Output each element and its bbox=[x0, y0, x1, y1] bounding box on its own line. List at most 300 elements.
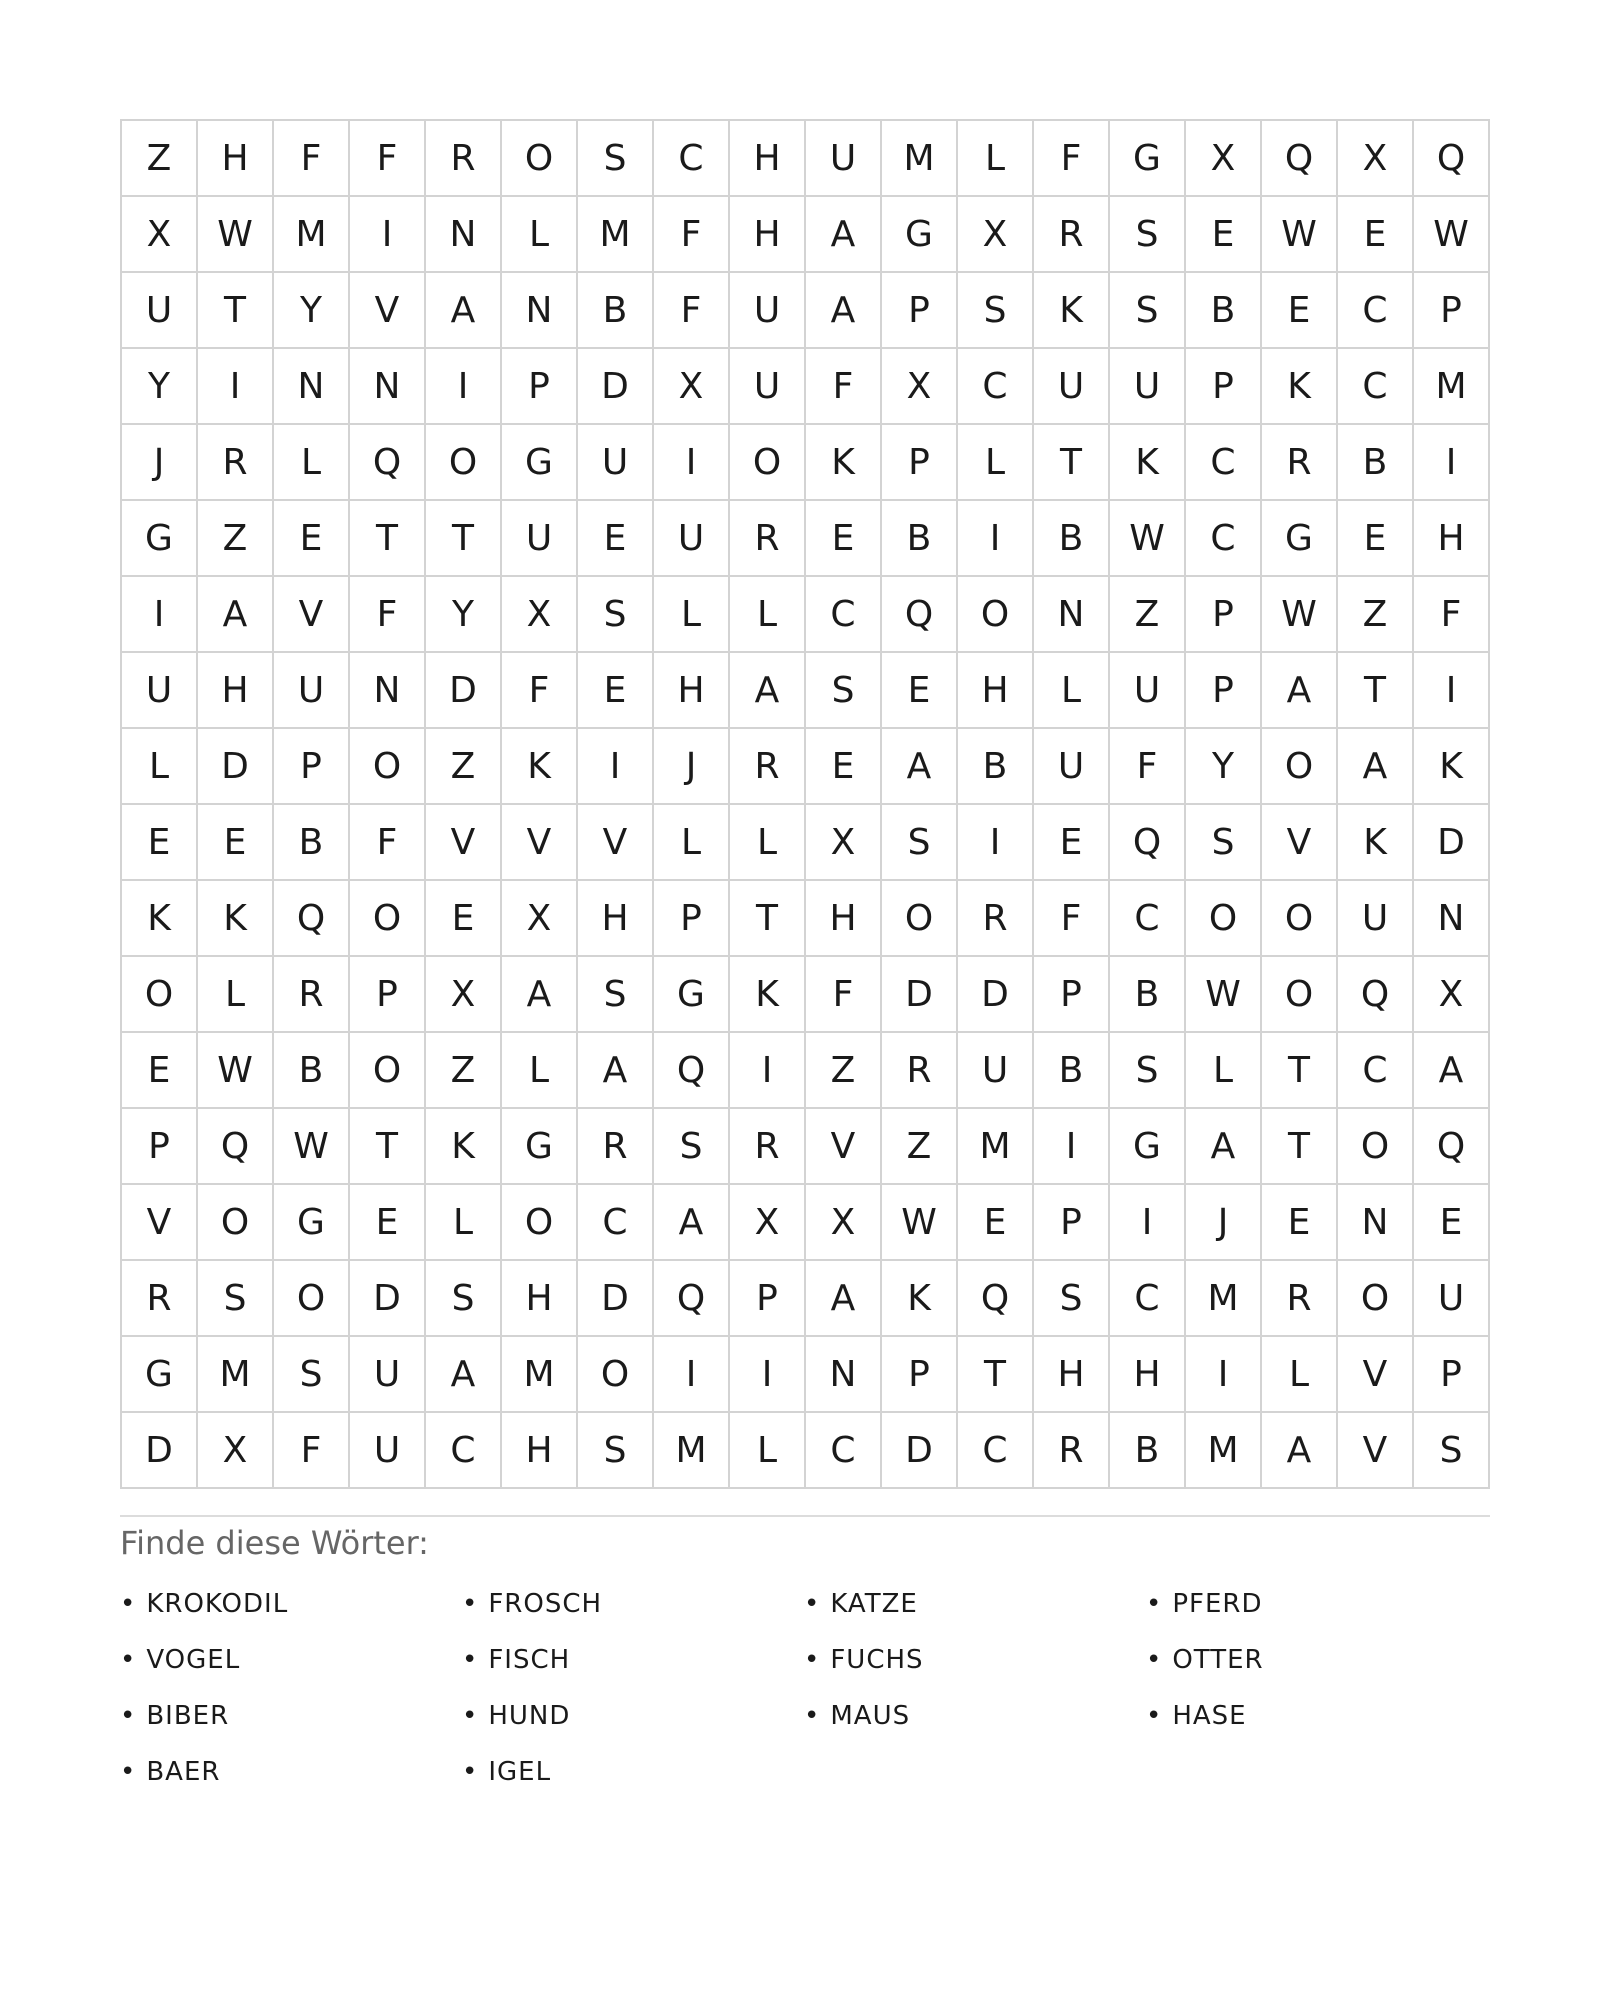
grid-cell[interactable]: E bbox=[578, 501, 654, 577]
grid-cell[interactable]: R bbox=[578, 1109, 654, 1185]
grid-cell[interactable]: H bbox=[730, 197, 806, 273]
grid-cell[interactable]: W bbox=[882, 1185, 958, 1261]
grid-cell[interactable]: U bbox=[122, 653, 198, 729]
grid-cell[interactable]: L bbox=[426, 1185, 502, 1261]
grid-cell[interactable]: D bbox=[426, 653, 502, 729]
grid-cell[interactable]: S bbox=[1110, 273, 1186, 349]
grid-cell[interactable]: P bbox=[654, 881, 730, 957]
grid-cell[interactable]: P bbox=[1414, 1337, 1490, 1413]
grid-cell[interactable]: I bbox=[654, 425, 730, 501]
grid-cell[interactable]: T bbox=[350, 501, 426, 577]
grid-cell[interactable]: S bbox=[1186, 805, 1262, 881]
grid-cell[interactable]: R bbox=[1262, 1261, 1338, 1337]
grid-cell[interactable]: O bbox=[198, 1185, 274, 1261]
grid-cell[interactable]: F bbox=[1110, 729, 1186, 805]
grid-cell[interactable]: O bbox=[958, 577, 1034, 653]
grid-cell[interactable]: U bbox=[958, 1033, 1034, 1109]
grid-cell[interactable]: E bbox=[198, 805, 274, 881]
grid-cell[interactable]: O bbox=[1338, 1109, 1414, 1185]
grid-cell[interactable]: H bbox=[1034, 1337, 1110, 1413]
grid-cell[interactable]: T bbox=[1262, 1109, 1338, 1185]
grid-cell[interactable]: L bbox=[958, 425, 1034, 501]
grid-cell[interactable]: E bbox=[1338, 501, 1414, 577]
grid-cell[interactable]: C bbox=[578, 1185, 654, 1261]
grid-cell[interactable]: W bbox=[1110, 501, 1186, 577]
grid-cell[interactable]: A bbox=[730, 653, 806, 729]
grid-cell[interactable]: H bbox=[578, 881, 654, 957]
grid-cell[interactable]: O bbox=[502, 121, 578, 197]
grid-cell[interactable]: P bbox=[882, 1337, 958, 1413]
grid-cell[interactable]: H bbox=[1110, 1337, 1186, 1413]
grid-cell[interactable]: I bbox=[1414, 653, 1490, 729]
grid-cell[interactable]: F bbox=[654, 197, 730, 273]
grid-cell[interactable]: U bbox=[730, 349, 806, 425]
grid-cell[interactable]: E bbox=[806, 729, 882, 805]
grid-cell[interactable]: F bbox=[654, 273, 730, 349]
grid-cell[interactable]: A bbox=[426, 1337, 502, 1413]
grid-cell[interactable]: I bbox=[730, 1337, 806, 1413]
grid-cell[interactable]: L bbox=[122, 729, 198, 805]
grid-cell[interactable]: V bbox=[1338, 1337, 1414, 1413]
grid-cell[interactable]: C bbox=[806, 1413, 882, 1489]
grid-cell[interactable]: J bbox=[122, 425, 198, 501]
grid-cell[interactable]: U bbox=[1034, 349, 1110, 425]
grid-cell[interactable]: A bbox=[654, 1185, 730, 1261]
grid-cell[interactable]: O bbox=[578, 1337, 654, 1413]
grid-cell[interactable]: O bbox=[1262, 957, 1338, 1033]
grid-cell[interactable]: W bbox=[1262, 577, 1338, 653]
grid-cell[interactable]: A bbox=[806, 273, 882, 349]
grid-cell[interactable]: B bbox=[958, 729, 1034, 805]
grid-cell[interactable]: P bbox=[1186, 349, 1262, 425]
grid-cell[interactable]: B bbox=[274, 1033, 350, 1109]
grid-cell[interactable]: B bbox=[274, 805, 350, 881]
grid-cell[interactable]: P bbox=[1186, 577, 1262, 653]
grid-cell[interactable]: X bbox=[1338, 121, 1414, 197]
grid-cell[interactable]: D bbox=[578, 1261, 654, 1337]
grid-cell[interactable]: Z bbox=[882, 1109, 958, 1185]
grid-cell[interactable]: E bbox=[882, 653, 958, 729]
grid-cell[interactable]: B bbox=[1110, 1413, 1186, 1489]
grid-cell[interactable]: W bbox=[1186, 957, 1262, 1033]
grid-cell[interactable]: I bbox=[1414, 425, 1490, 501]
grid-cell[interactable]: K bbox=[806, 425, 882, 501]
grid-cell[interactable]: B bbox=[1186, 273, 1262, 349]
grid-cell[interactable]: P bbox=[502, 349, 578, 425]
grid-cell[interactable]: J bbox=[1186, 1185, 1262, 1261]
grid-cell[interactable]: M bbox=[274, 197, 350, 273]
grid-cell[interactable]: S bbox=[578, 577, 654, 653]
grid-cell[interactable]: X bbox=[1414, 957, 1490, 1033]
grid-cell[interactable]: A bbox=[502, 957, 578, 1033]
grid-cell[interactable]: E bbox=[426, 881, 502, 957]
grid-cell[interactable]: W bbox=[198, 197, 274, 273]
grid-cell[interactable]: B bbox=[1338, 425, 1414, 501]
grid-cell[interactable]: M bbox=[1414, 349, 1490, 425]
grid-cell[interactable]: D bbox=[1414, 805, 1490, 881]
grid-cell[interactable]: X bbox=[122, 197, 198, 273]
grid-cell[interactable]: X bbox=[806, 1185, 882, 1261]
grid-cell[interactable]: I bbox=[578, 729, 654, 805]
grid-cell[interactable]: P bbox=[1186, 653, 1262, 729]
grid-cell[interactable]: I bbox=[730, 1033, 806, 1109]
grid-cell[interactable]: B bbox=[1034, 1033, 1110, 1109]
grid-cell[interactable]: V bbox=[122, 1185, 198, 1261]
grid-cell[interactable]: E bbox=[1262, 273, 1338, 349]
grid-cell[interactable]: H bbox=[958, 653, 1034, 729]
grid-cell[interactable]: S bbox=[578, 121, 654, 197]
grid-cell[interactable]: F bbox=[350, 577, 426, 653]
grid-cell[interactable]: J bbox=[654, 729, 730, 805]
grid-cell[interactable]: X bbox=[806, 805, 882, 881]
grid-cell[interactable]: Q bbox=[274, 881, 350, 957]
grid-cell[interactable]: C bbox=[1110, 881, 1186, 957]
grid-cell[interactable]: G bbox=[122, 501, 198, 577]
grid-cell[interactable]: X bbox=[502, 577, 578, 653]
grid-cell[interactable]: R bbox=[1034, 197, 1110, 273]
grid-cell[interactable]: R bbox=[882, 1033, 958, 1109]
grid-cell[interactable]: L bbox=[730, 805, 806, 881]
grid-cell[interactable]: H bbox=[1414, 501, 1490, 577]
grid-cell[interactable]: U bbox=[730, 273, 806, 349]
grid-cell[interactable]: X bbox=[1186, 121, 1262, 197]
grid-cell[interactable]: G bbox=[502, 425, 578, 501]
grid-cell[interactable]: E bbox=[122, 1033, 198, 1109]
grid-cell[interactable]: R bbox=[426, 121, 502, 197]
grid-cell[interactable]: L bbox=[502, 197, 578, 273]
grid-cell[interactable]: X bbox=[730, 1185, 806, 1261]
grid-cell[interactable]: Z bbox=[806, 1033, 882, 1109]
grid-cell[interactable]: X bbox=[426, 957, 502, 1033]
grid-cell[interactable]: Y bbox=[426, 577, 502, 653]
grid-cell[interactable]: T bbox=[1338, 653, 1414, 729]
grid-cell[interactable]: X bbox=[958, 197, 1034, 273]
grid-cell[interactable]: E bbox=[350, 1185, 426, 1261]
grid-cell[interactable]: A bbox=[806, 197, 882, 273]
grid-cell[interactable]: A bbox=[1262, 1413, 1338, 1489]
grid-cell[interactable]: H bbox=[198, 121, 274, 197]
grid-cell[interactable]: U bbox=[1414, 1261, 1490, 1337]
grid-cell[interactable]: T bbox=[958, 1337, 1034, 1413]
grid-cell[interactable]: W bbox=[1262, 197, 1338, 273]
grid-cell[interactable]: T bbox=[350, 1109, 426, 1185]
grid-cell[interactable]: K bbox=[122, 881, 198, 957]
grid-cell[interactable]: U bbox=[1110, 653, 1186, 729]
grid-cell[interactable]: G bbox=[1110, 121, 1186, 197]
grid-cell[interactable]: S bbox=[882, 805, 958, 881]
grid-cell[interactable]: C bbox=[1186, 501, 1262, 577]
grid-cell[interactable]: I bbox=[122, 577, 198, 653]
grid-cell[interactable]: W bbox=[198, 1033, 274, 1109]
grid-cell[interactable]: O bbox=[1262, 881, 1338, 957]
grid-cell[interactable]: Q bbox=[882, 577, 958, 653]
grid-cell[interactable]: M bbox=[502, 1337, 578, 1413]
grid-cell[interactable]: K bbox=[1034, 273, 1110, 349]
grid-cell[interactable]: C bbox=[1186, 425, 1262, 501]
grid-cell[interactable]: V bbox=[1262, 805, 1338, 881]
grid-cell[interactable]: G bbox=[1110, 1109, 1186, 1185]
grid-cell[interactable]: U bbox=[350, 1337, 426, 1413]
grid-cell[interactable]: Z bbox=[426, 1033, 502, 1109]
grid-cell[interactable]: C bbox=[1338, 273, 1414, 349]
grid-cell[interactable]: K bbox=[1338, 805, 1414, 881]
grid-cell[interactable]: E bbox=[958, 1185, 1034, 1261]
grid-cell[interactable]: C bbox=[958, 349, 1034, 425]
grid-cell[interactable]: V bbox=[578, 805, 654, 881]
grid-cell[interactable]: O bbox=[1186, 881, 1262, 957]
grid-cell[interactable]: Y bbox=[122, 349, 198, 425]
grid-cell[interactable]: U bbox=[1338, 881, 1414, 957]
grid-cell[interactable]: C bbox=[1338, 349, 1414, 425]
grid-cell[interactable]: Q bbox=[654, 1033, 730, 1109]
grid-cell[interactable]: Q bbox=[1414, 1109, 1490, 1185]
grid-cell[interactable]: A bbox=[426, 273, 502, 349]
grid-cell[interactable]: M bbox=[1186, 1413, 1262, 1489]
grid-cell[interactable]: L bbox=[274, 425, 350, 501]
grid-cell[interactable]: S bbox=[958, 273, 1034, 349]
grid-cell[interactable]: Y bbox=[1186, 729, 1262, 805]
grid-cell[interactable]: O bbox=[1262, 729, 1338, 805]
grid-cell[interactable]: M bbox=[198, 1337, 274, 1413]
grid-cell[interactable]: G bbox=[274, 1185, 350, 1261]
grid-cell[interactable]: X bbox=[882, 349, 958, 425]
grid-cell[interactable]: S bbox=[806, 653, 882, 729]
grid-cell[interactable]: A bbox=[1414, 1033, 1490, 1109]
grid-cell[interactable]: C bbox=[1338, 1033, 1414, 1109]
grid-cell[interactable]: R bbox=[1262, 425, 1338, 501]
grid-cell[interactable]: L bbox=[654, 577, 730, 653]
grid-cell[interactable]: G bbox=[1262, 501, 1338, 577]
grid-cell[interactable]: Q bbox=[350, 425, 426, 501]
grid-cell[interactable]: N bbox=[1034, 577, 1110, 653]
grid-cell[interactable]: R bbox=[198, 425, 274, 501]
grid-cell[interactable]: T bbox=[426, 501, 502, 577]
grid-cell[interactable]: Q bbox=[1110, 805, 1186, 881]
grid-cell[interactable]: N bbox=[1414, 881, 1490, 957]
grid-cell[interactable]: W bbox=[274, 1109, 350, 1185]
grid-cell[interactable]: F bbox=[274, 121, 350, 197]
grid-cell[interactable]: R bbox=[274, 957, 350, 1033]
grid-cell[interactable]: R bbox=[730, 729, 806, 805]
grid-cell[interactable]: U bbox=[274, 653, 350, 729]
grid-cell[interactable]: Q bbox=[1262, 121, 1338, 197]
grid-cell[interactable]: V bbox=[502, 805, 578, 881]
grid-cell[interactable]: A bbox=[882, 729, 958, 805]
grid-cell[interactable]: Z bbox=[1338, 577, 1414, 653]
grid-cell[interactable]: F bbox=[1034, 121, 1110, 197]
grid-cell[interactable]: D bbox=[350, 1261, 426, 1337]
grid-cell[interactable]: I bbox=[958, 805, 1034, 881]
grid-cell[interactable]: L bbox=[958, 121, 1034, 197]
grid-cell[interactable]: H bbox=[502, 1413, 578, 1489]
grid-cell[interactable]: E bbox=[578, 653, 654, 729]
grid-cell[interactable]: B bbox=[882, 501, 958, 577]
grid-cell[interactable]: E bbox=[1414, 1185, 1490, 1261]
grid-cell[interactable]: G bbox=[502, 1109, 578, 1185]
grid-cell[interactable]: X bbox=[502, 881, 578, 957]
grid-cell[interactable]: F bbox=[350, 805, 426, 881]
grid-cell[interactable]: U bbox=[350, 1413, 426, 1489]
grid-cell[interactable]: U bbox=[1110, 349, 1186, 425]
grid-cell[interactable]: P bbox=[882, 273, 958, 349]
grid-cell[interactable]: H bbox=[806, 881, 882, 957]
grid-cell[interactable]: B bbox=[1034, 501, 1110, 577]
grid-cell[interactable]: K bbox=[502, 729, 578, 805]
grid-cell[interactable]: U bbox=[502, 501, 578, 577]
grid-cell[interactable]: V bbox=[806, 1109, 882, 1185]
grid-cell[interactable]: I bbox=[1186, 1337, 1262, 1413]
grid-cell[interactable]: U bbox=[1034, 729, 1110, 805]
grid-cell[interactable]: N bbox=[426, 197, 502, 273]
grid-cell[interactable]: E bbox=[1338, 197, 1414, 273]
grid-cell[interactable]: X bbox=[654, 349, 730, 425]
grid-cell[interactable]: O bbox=[350, 729, 426, 805]
grid-cell[interactable]: E bbox=[1034, 805, 1110, 881]
grid-cell[interactable]: D bbox=[882, 957, 958, 1033]
grid-cell[interactable]: O bbox=[122, 957, 198, 1033]
grid-cell[interactable]: D bbox=[198, 729, 274, 805]
grid-cell[interactable]: O bbox=[350, 1033, 426, 1109]
grid-cell[interactable]: L bbox=[198, 957, 274, 1033]
grid-cell[interactable]: F bbox=[1034, 881, 1110, 957]
grid-cell[interactable]: P bbox=[274, 729, 350, 805]
grid-cell[interactable]: P bbox=[122, 1109, 198, 1185]
grid-cell[interactable]: U bbox=[122, 273, 198, 349]
grid-cell[interactable]: L bbox=[1034, 653, 1110, 729]
grid-cell[interactable]: T bbox=[730, 881, 806, 957]
grid-cell[interactable]: C bbox=[958, 1413, 1034, 1489]
grid-cell[interactable]: Q bbox=[198, 1109, 274, 1185]
grid-cell[interactable]: S bbox=[578, 1413, 654, 1489]
grid-cell[interactable]: N bbox=[350, 653, 426, 729]
grid-cell[interactable]: B bbox=[1110, 957, 1186, 1033]
grid-cell[interactable]: K bbox=[426, 1109, 502, 1185]
grid-cell[interactable]: S bbox=[654, 1109, 730, 1185]
grid-cell[interactable]: E bbox=[1262, 1185, 1338, 1261]
grid-cell[interactable]: C bbox=[426, 1413, 502, 1489]
grid-cell[interactable]: P bbox=[350, 957, 426, 1033]
grid-cell[interactable]: E bbox=[1186, 197, 1262, 273]
grid-cell[interactable]: F bbox=[806, 349, 882, 425]
grid-cell[interactable]: S bbox=[578, 957, 654, 1033]
grid-cell[interactable]: S bbox=[274, 1337, 350, 1413]
grid-cell[interactable]: O bbox=[1338, 1261, 1414, 1337]
grid-cell[interactable]: Z bbox=[198, 501, 274, 577]
grid-cell[interactable]: L bbox=[502, 1033, 578, 1109]
grid-cell[interactable]: R bbox=[958, 881, 1034, 957]
grid-cell[interactable]: V bbox=[426, 805, 502, 881]
grid-cell[interactable]: P bbox=[730, 1261, 806, 1337]
grid-cell[interactable]: S bbox=[426, 1261, 502, 1337]
grid-cell[interactable]: S bbox=[1414, 1413, 1490, 1489]
grid-cell[interactable]: L bbox=[654, 805, 730, 881]
grid-cell[interactable]: R bbox=[730, 501, 806, 577]
grid-cell[interactable]: V bbox=[1338, 1413, 1414, 1489]
grid-cell[interactable]: D bbox=[122, 1413, 198, 1489]
grid-cell[interactable]: A bbox=[1262, 653, 1338, 729]
grid-cell[interactable]: E bbox=[274, 501, 350, 577]
grid-cell[interactable]: N bbox=[274, 349, 350, 425]
grid-cell[interactable]: N bbox=[1338, 1185, 1414, 1261]
grid-cell[interactable]: Q bbox=[654, 1261, 730, 1337]
grid-cell[interactable]: K bbox=[1110, 425, 1186, 501]
grid-cell[interactable]: E bbox=[122, 805, 198, 881]
grid-cell[interactable]: G bbox=[654, 957, 730, 1033]
grid-cell[interactable]: U bbox=[806, 121, 882, 197]
grid-cell[interactable]: K bbox=[198, 881, 274, 957]
grid-cell[interactable]: T bbox=[1034, 425, 1110, 501]
grid-cell[interactable]: C bbox=[1110, 1261, 1186, 1337]
grid-cell[interactable]: N bbox=[502, 273, 578, 349]
grid-cell[interactable]: A bbox=[806, 1261, 882, 1337]
grid-cell[interactable]: F bbox=[274, 1413, 350, 1489]
grid-cell[interactable]: E bbox=[806, 501, 882, 577]
grid-cell[interactable]: O bbox=[274, 1261, 350, 1337]
grid-cell[interactable]: I bbox=[350, 197, 426, 273]
grid-cell[interactable]: P bbox=[882, 425, 958, 501]
grid-cell[interactable]: Z bbox=[1110, 577, 1186, 653]
grid-cell[interactable]: O bbox=[502, 1185, 578, 1261]
grid-cell[interactable]: L bbox=[1186, 1033, 1262, 1109]
grid-cell[interactable]: Z bbox=[122, 121, 198, 197]
grid-cell[interactable]: Y bbox=[274, 273, 350, 349]
grid-cell[interactable]: I bbox=[654, 1337, 730, 1413]
grid-cell[interactable]: H bbox=[730, 121, 806, 197]
grid-cell[interactable]: M bbox=[882, 121, 958, 197]
grid-cell[interactable]: O bbox=[882, 881, 958, 957]
grid-cell[interactable]: H bbox=[198, 653, 274, 729]
grid-cell[interactable]: G bbox=[122, 1337, 198, 1413]
grid-cell[interactable]: O bbox=[350, 881, 426, 957]
grid-cell[interactable]: N bbox=[350, 349, 426, 425]
grid-cell[interactable]: F bbox=[350, 121, 426, 197]
grid-cell[interactable]: M bbox=[578, 197, 654, 273]
grid-cell[interactable]: A bbox=[578, 1033, 654, 1109]
grid-cell[interactable]: I bbox=[958, 501, 1034, 577]
grid-cell[interactable]: D bbox=[958, 957, 1034, 1033]
grid-cell[interactable]: D bbox=[882, 1413, 958, 1489]
grid-cell[interactable]: Z bbox=[426, 729, 502, 805]
grid-cell[interactable]: F bbox=[1414, 577, 1490, 653]
grid-cell[interactable]: S bbox=[1034, 1261, 1110, 1337]
grid-cell[interactable]: M bbox=[1186, 1261, 1262, 1337]
grid-cell[interactable]: C bbox=[806, 577, 882, 653]
grid-cell[interactable]: S bbox=[1110, 197, 1186, 273]
grid-cell[interactable]: L bbox=[730, 577, 806, 653]
grid-cell[interactable]: S bbox=[1110, 1033, 1186, 1109]
grid-cell[interactable]: U bbox=[578, 425, 654, 501]
grid-cell[interactable]: H bbox=[502, 1261, 578, 1337]
grid-cell[interactable]: R bbox=[1034, 1413, 1110, 1489]
grid-cell[interactable]: T bbox=[198, 273, 274, 349]
grid-cell[interactable]: P bbox=[1034, 957, 1110, 1033]
grid-cell[interactable]: I bbox=[198, 349, 274, 425]
grid-cell[interactable]: O bbox=[730, 425, 806, 501]
grid-cell[interactable]: L bbox=[1262, 1337, 1338, 1413]
grid-cell[interactable]: R bbox=[122, 1261, 198, 1337]
grid-cell[interactable]: Q bbox=[1414, 121, 1490, 197]
grid-cell[interactable]: M bbox=[958, 1109, 1034, 1185]
grid-cell[interactable]: X bbox=[198, 1413, 274, 1489]
grid-cell[interactable]: K bbox=[882, 1261, 958, 1337]
grid-cell[interactable]: F bbox=[502, 653, 578, 729]
grid-cell[interactable]: K bbox=[1262, 349, 1338, 425]
grid-cell[interactable]: M bbox=[654, 1413, 730, 1489]
grid-cell[interactable]: F bbox=[806, 957, 882, 1033]
grid-cell[interactable]: L bbox=[730, 1413, 806, 1489]
grid-cell[interactable]: A bbox=[1338, 729, 1414, 805]
grid-cell[interactable]: H bbox=[654, 653, 730, 729]
